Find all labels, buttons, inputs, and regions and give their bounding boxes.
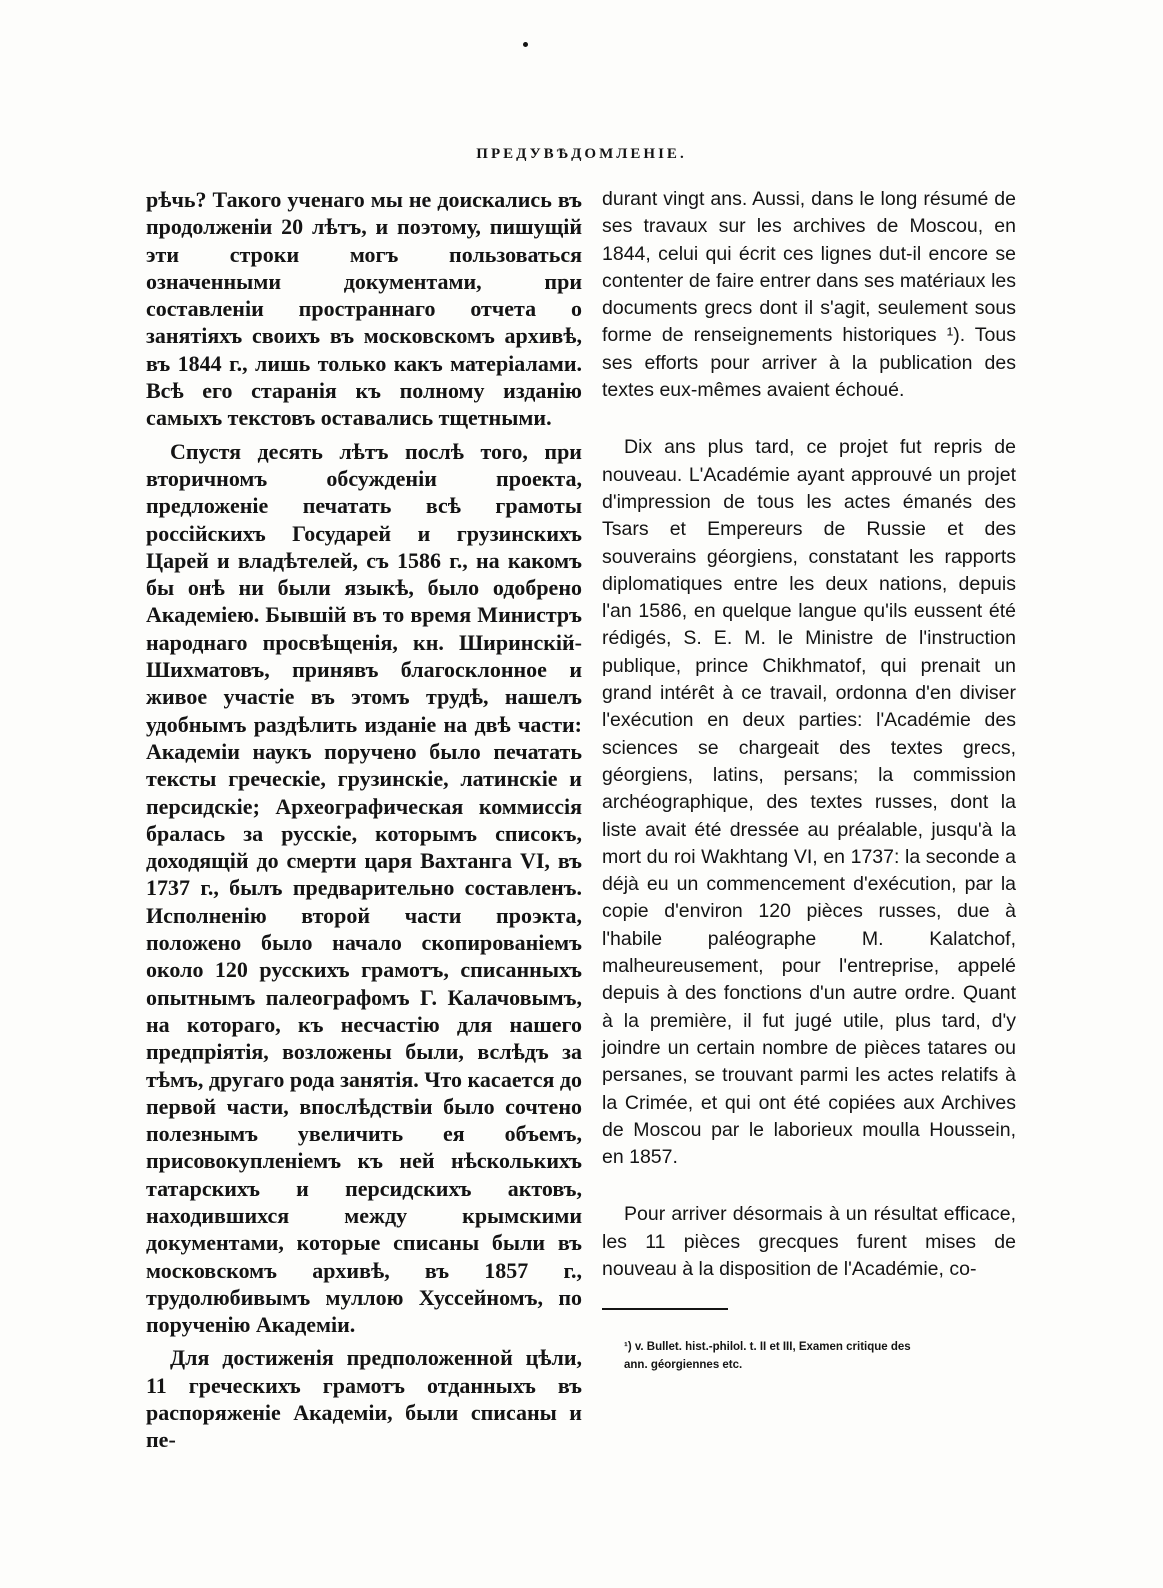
- russian-column: [146, 186, 582, 1454]
- ru-paragraph-1: рѣчь? Такого ученаго мы не доискались въ продолженіи 20 лѣтъ, и поэтому, пишущій эти строки могъ пользоваться означенными документами, при составленіи пространнаго отчета о занятіяхъ своихъ въ московскомъ архивѣ, въ 1844 г., лишь только какъ матеріалами. Всѣ его старанія къ полному изданію самыхъ текстовъ оставались тщетными.: [146, 187, 582, 431]
- running-head: ПРЕДУВѢДОМЛЕНІЕ.: [476, 146, 687, 162]
- french-column: [602, 186, 1016, 1283]
- ru-paragraph-3: Для достиженія предположенной цѣли, 11 греческихъ грамотъ отданныхъ въ распоряженіе Академіи, были списаны и пе-: [146, 1345, 582, 1453]
- footnote-rule: [602, 1308, 728, 1310]
- ru-paragraph-2: Спустя десять лѣтъ послѣ того, при вторичномъ обсужденіи проекта, предложеніе печатать всѣ грамоты россійскихъ Государей и грузинскихъ Царей и владѣтелей, съ 1586 г., на какомъ бы онѣ ни были языкѣ, было одобрено Академіею. Бывшій въ то время Министръ народнаго просвѣщенія, кн. Ширинскій-Шихматовъ, принявъ благосклонное и живое участіе въ этомъ трудѣ, нашелъ удобнымъ раздѣлить изданіе на двѣ части: Академіи наукъ поручено было печатать тексты греческіе, грузинскіе, латинскіе и персидскіе; Археографическая коммиссія бралась за русскіе, которымъ списокъ, доходящій до смерти царя Вахтанга VI, въ 1737 г., былъ предварительно составленъ. Исполненію второй части проэкта, положено было начало скопированіемъ около 120 русскихъ грамотъ, списанныхъ опытнымъ палеографомъ Г. Калачовымъ, на котораго, къ несчастію для нашего предпріятія, возложены были, вслѣдъ за тѣмъ, другаго рода занятія. Что касается до первой части, впослѣдствіи было сочтено полезнымъ увеличить ея объемъ, присовокупленіемъ къ ней нѣсколькихъ татарскихъ и персидскихъ актовъ, находившихся между крымскими документами, которые списаны были въ московскомъ архивѣ, въ 1857 г., трудолюбивымъ муллою Хуссейномъ, по порученію Академіи.: [146, 438, 582, 1338]
- paragraph-gap: [602, 1171, 1016, 1201]
- fr-paragraph-1: durant vingt ans. Aussi, dans le long résumé de ses travaux sur les archives de Moscou, en 1844, celui qui écrit ces lignes dut-il encore se contenter de faire entrer dans ses matériaux les documents grecs dont il s'agit, seulement sous forme de renseignements historiques ¹). Tous ses efforts pour arriver à la publication des textes eux-mêmes avaient échoué.: [602, 188, 1016, 402]
- fr-paragraph-2: Dix ans plus tard, ce projet fut repris de nouveau. L'Académie ayant approuvé un projet d'impression de tous les actes émanés des Tsars et Empereurs de Russie et des souverains géorgiens, constatant les rapports diplomatiques entre les deux nations, depuis l'an 1586, en quelque langue qu'ils eussent été rédigés, S. E. M. le Ministre de l'instruction publique, prince Chikhmatof, qui prenait un grand intérêt à ce travail, ordonna d'en diviser l'exécution en deux parties: l'Académie des sciences se chargeait des textes grecs, géorgiens, latins, persans; la commission archéographique, des textes russes, dont la liste avait été dressée au préalable, jusqu'à la mort du roi Wakhtang VI, en 1737: la seconde a déjà eu un commencement d'exécution, par la copie d'environ 120 pièces russes, due à l'habile paléographe M. Kalatchof, malheureusement, pour l'entreprise, appelé depuis à des fonctions d'un autre ordre. Quant à la première, il fut jugé utile, plus tard, d'y joindre un certain nombre de pièces tatares ou persanes, se trouvant parmi les actes relatifs à la Crimée, et qui ont été copiées aux Archives de Moscou par le laborieux moulla Houssein, en 1857.: [602, 436, 1016, 1169]
- paragraph-gap: [602, 404, 1016, 434]
- speck-mark: [523, 42, 528, 47]
- footnote-line-1: ¹) v. Bullet. hist.-philol. t. II et III, Examen critique des: [624, 1341, 911, 1353]
- footnote: [624, 1338, 1024, 1374]
- footnote-line-2: ann. géorgiennes etc.: [624, 1359, 743, 1371]
- fr-paragraph-3: Pour arriver désormais à un résultat efficace, les 11 pièces grecques furent mises de nouveau à la disposition de l'Académie, co-: [602, 1203, 1016, 1280]
